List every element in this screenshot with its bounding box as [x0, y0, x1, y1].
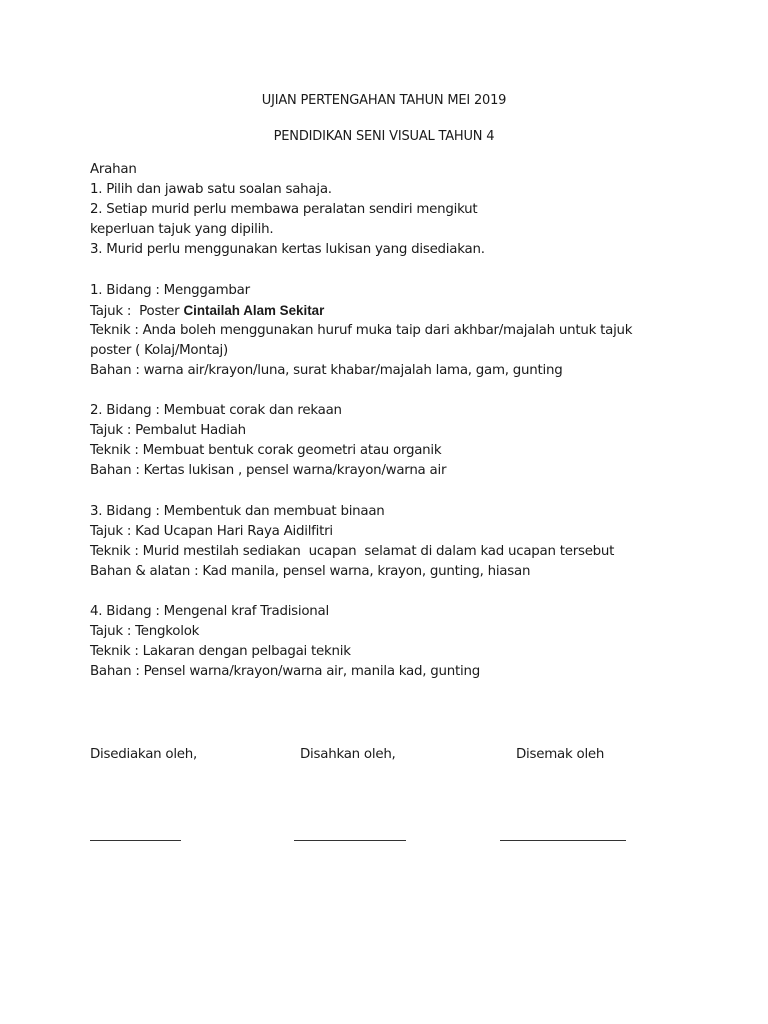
instruction-item: 3. Murid perlu menggunakan kertas lukisan yang disediakan.	[90, 242, 485, 258]
section-3-bahan: Bahan & alatan : Kad manila, pensel warna, krayon, gunting, hiasan	[90, 563, 531, 579]
section-1-bahan: Bahan : warna air/krayon/luna, surat khabar/majalah lama, gam, gunting	[90, 362, 563, 378]
section-4-teknik: Teknik : Lakaran dengan pelbagai teknik	[90, 644, 351, 660]
section-1-tajuk	[90, 301, 690, 321]
section-3-tajuk: Tajuk : Kad Ucapan Hari Raya Aidilfitri	[90, 523, 333, 539]
section-2-tajuk: Tajuk : Pembalut Hadiah	[90, 423, 246, 439]
section-2-teknik: Teknik : Membuat bentuk corak geometri atau organik	[90, 443, 442, 459]
instruction-item: keperluan tajuk yang dipilih.	[90, 222, 274, 238]
section-4-bahan: Bahan : Pensel warna/krayon/warna air, manila kad, gunting	[90, 664, 480, 680]
approved-signature-line	[294, 840, 406, 841]
section-3-teknik: Teknik : Murid mestilah sediakan ucapan selamat di dalam kad ucapan tersebut	[90, 543, 615, 559]
document-title: UJIAN PERTENGAHAN TAHUN MEI 2019	[261, 93, 507, 108]
prepared-by-label: Disediakan oleh,	[90, 747, 198, 762]
section-2-bidang: 2. Bidang : Membuat corak dan rekaan	[90, 403, 342, 419]
section-2-bahan: Bahan : Kertas lukisan , pensel warna/krayon/warna air	[90, 463, 447, 479]
section-1-teknik-cont: poster ( Kolaj/Montaj)	[90, 342, 228, 358]
section-4-bidang: 4. Bidang : Mengenal kraf Tradisional	[90, 604, 329, 620]
instruction-item: 2. Setiap murid perlu membawa peralatan sendiri mengikut	[90, 202, 478, 218]
document-subtitle: PENDIDIKAN SENI VISUAL TAHUN 4	[273, 129, 495, 144]
instruction-item: 1. Pilih dan jawab satu soalan sahaja.	[90, 182, 332, 198]
checked-signature-line	[500, 840, 626, 841]
prepared-signature-line	[90, 840, 181, 841]
instructions-heading: Arahan	[90, 162, 137, 177]
tajuk-prefix: Tajuk : Poster	[90, 303, 184, 319]
section-1-bidang: 1. Bidang : Menggambar	[90, 282, 250, 298]
section-1-teknik: Teknik : Anda boleh menggunakan huruf muka taip dari akhbar/majalah untuk tajuk	[90, 322, 633, 338]
approved-by-label: Disahkan oleh,	[300, 747, 396, 762]
tajuk-bold-title: Cintailah Alam Sekitar	[183, 302, 325, 318]
section-4-tajuk: Tajuk : Tengkolok	[90, 624, 200, 640]
section-3-bidang: 3. Bidang : Membentuk dan membuat binaan	[90, 503, 385, 519]
checked-by-label: Disemak oleh	[516, 747, 605, 762]
document-body	[90, 160, 690, 682]
